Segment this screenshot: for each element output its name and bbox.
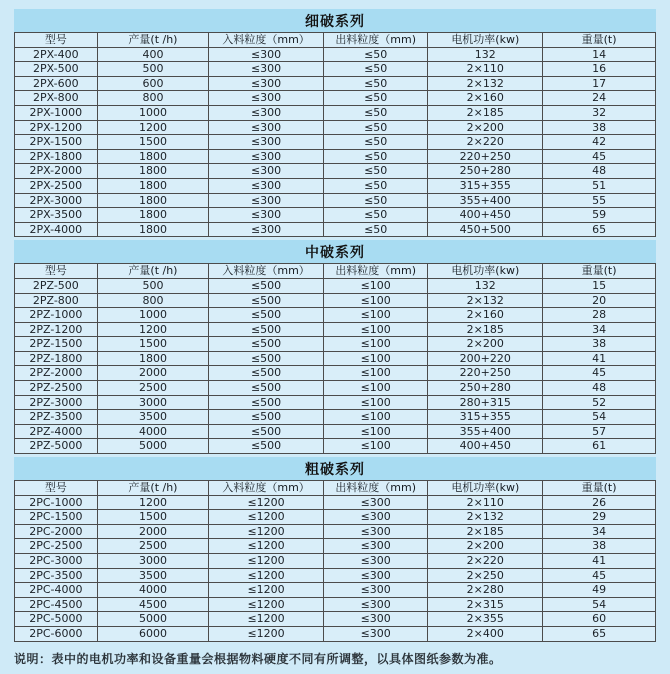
value-cell: 1200 (97, 120, 209, 135)
value-cell: 2×185 (428, 524, 543, 539)
value-cell: ≤500 (209, 410, 324, 425)
spec-table (14, 263, 656, 454)
column-header: 入料粒度（mm） (209, 481, 324, 496)
model-cell: 2PZ-3500 (15, 410, 98, 425)
column-header: 产量(t /h) (97, 481, 209, 496)
value-cell: 2×185 (428, 105, 543, 120)
spec-section (14, 240, 656, 454)
value-cell: ≤500 (209, 308, 324, 323)
table-row (15, 91, 656, 106)
table-row (15, 439, 656, 454)
value-cell: ≤300 (323, 524, 427, 539)
model-cell: 2PC-6000 (15, 626, 98, 641)
value-cell: 800 (97, 293, 209, 308)
value-cell: ≤300 (209, 91, 324, 106)
value-cell: ≤500 (209, 424, 324, 439)
value-cell: ≤50 (323, 178, 427, 193)
value-cell: 1500 (97, 337, 209, 352)
value-cell: 2×132 (428, 76, 543, 91)
value-cell: 2×220 (428, 554, 543, 569)
value-cell: 15 (543, 278, 656, 293)
table-row (15, 410, 656, 425)
value-cell: ≤500 (209, 278, 324, 293)
model-cell: 2PZ-2500 (15, 381, 98, 396)
value-cell: ≤300 (209, 178, 324, 193)
value-cell: ≤300 (209, 105, 324, 120)
value-cell: ≤100 (323, 439, 427, 454)
value-cell: 2×132 (428, 293, 543, 308)
value-cell: 41 (543, 554, 656, 569)
table-row (15, 568, 656, 583)
footnote: 说明：表中的电机功率和设备重量会根据物料硬度不同有所调整，以具体图纸参数为准。 (14, 651, 502, 666)
table-row (15, 308, 656, 323)
value-cell: ≤100 (323, 322, 427, 337)
value-cell: 2×160 (428, 308, 543, 323)
value-cell: ≤300 (209, 193, 324, 208)
value-cell: ≤1200 (209, 539, 324, 554)
value-cell: 3000 (97, 554, 209, 569)
value-cell: ≤500 (209, 439, 324, 454)
value-cell: 61 (543, 439, 656, 454)
table-row (15, 510, 656, 525)
value-cell: 2500 (97, 381, 209, 396)
value-cell: ≤50 (323, 135, 427, 150)
value-cell: 2×200 (428, 337, 543, 352)
model-cell: 2PZ-1500 (15, 337, 98, 352)
value-cell: 400 (97, 47, 209, 62)
value-cell: ≤300 (209, 149, 324, 164)
model-cell: 2PX-600 (15, 76, 98, 91)
value-cell: 57 (543, 424, 656, 439)
table-row (15, 47, 656, 62)
value-cell: ≤300 (209, 208, 324, 223)
value-cell: 65 (543, 222, 656, 237)
value-cell: 49 (543, 583, 656, 598)
value-cell: 24 (543, 91, 656, 106)
value-cell: ≤50 (323, 222, 427, 237)
model-cell: 2PX-4000 (15, 222, 98, 237)
table-row (15, 554, 656, 569)
value-cell: 38 (543, 120, 656, 135)
value-cell: ≤1200 (209, 510, 324, 525)
value-cell: 132 (428, 278, 543, 293)
value-cell: 2×110 (428, 495, 543, 510)
value-cell: 38 (543, 539, 656, 554)
value-cell: ≤50 (323, 149, 427, 164)
value-cell: ≤300 (209, 76, 324, 91)
value-cell: ≤300 (209, 120, 324, 135)
value-cell: ≤300 (323, 539, 427, 554)
value-cell: 132 (428, 47, 543, 62)
table-row (15, 524, 656, 539)
table-row (15, 395, 656, 410)
value-cell: 2×200 (428, 120, 543, 135)
value-cell: ≤1200 (209, 597, 324, 612)
value-cell: ≤300 (323, 583, 427, 598)
value-cell: 52 (543, 395, 656, 410)
value-cell: ≤500 (209, 381, 324, 396)
header-row (15, 481, 656, 496)
value-cell: ≤100 (323, 308, 427, 323)
column-header: 型号 (15, 481, 98, 496)
value-cell: ≤50 (323, 105, 427, 120)
value-cell: 2×200 (428, 539, 543, 554)
value-cell: 1800 (97, 149, 209, 164)
value-cell: ≤50 (323, 164, 427, 179)
column-header: 出料粒度（mm) (323, 33, 427, 48)
value-cell: ≤50 (323, 91, 427, 106)
value-cell: ≤1200 (209, 612, 324, 627)
model-cell: 2PC-3500 (15, 568, 98, 583)
column-header: 重量(t) (543, 481, 656, 496)
model-cell: 2PZ-1800 (15, 351, 98, 366)
model-cell: 2PZ-500 (15, 278, 98, 293)
value-cell: 250+280 (428, 164, 543, 179)
column-header: 重量(t) (543, 33, 656, 48)
table-row (15, 105, 656, 120)
column-header: 电机功率(kw) (428, 481, 543, 496)
value-cell: 4500 (97, 597, 209, 612)
table-row (15, 222, 656, 237)
section-title: 细破系列 (14, 9, 656, 32)
value-cell: 5000 (97, 439, 209, 454)
table-row (15, 351, 656, 366)
value-cell: 45 (543, 366, 656, 381)
spec-section (14, 9, 656, 237)
value-cell: ≤500 (209, 322, 324, 337)
value-cell: 220+250 (428, 149, 543, 164)
table-row (15, 293, 656, 308)
value-cell: 800 (97, 91, 209, 106)
value-cell: 250+280 (428, 381, 543, 396)
table-row (15, 337, 656, 352)
value-cell: 1800 (97, 222, 209, 237)
value-cell: 16 (543, 62, 656, 77)
value-cell: 2×400 (428, 626, 543, 641)
model-cell: 2PC-4000 (15, 583, 98, 598)
table-row (15, 424, 656, 439)
value-cell: 45 (543, 149, 656, 164)
value-cell: ≤300 (323, 495, 427, 510)
value-cell: ≤300 (323, 626, 427, 641)
value-cell: 2×250 (428, 568, 543, 583)
value-cell: 29 (543, 510, 656, 525)
section-title: 粗破系列 (14, 457, 656, 480)
value-cell: ≤300 (209, 47, 324, 62)
value-cell: 355+400 (428, 424, 543, 439)
value-cell: 400+450 (428, 208, 543, 223)
table-row (15, 120, 656, 135)
value-cell: ≤50 (323, 76, 427, 91)
model-cell: 2PC-3000 (15, 554, 98, 569)
table-row (15, 149, 656, 164)
model-cell: 2PC-1500 (15, 510, 98, 525)
column-header: 型号 (15, 33, 98, 48)
model-cell: 2PX-1200 (15, 120, 98, 135)
value-cell: 220+250 (428, 366, 543, 381)
table-row (15, 597, 656, 612)
table-row (15, 322, 656, 337)
value-cell: 42 (543, 135, 656, 150)
value-cell: ≤500 (209, 366, 324, 381)
model-cell: 2PX-2500 (15, 178, 98, 193)
value-cell: 2×280 (428, 583, 543, 598)
value-cell: ≤100 (323, 381, 427, 396)
value-cell: 5000 (97, 612, 209, 627)
value-cell: ≤100 (323, 278, 427, 293)
value-cell: ≤300 (209, 135, 324, 150)
column-header: 电机功率(kw) (428, 33, 543, 48)
value-cell: 1000 (97, 105, 209, 120)
spec-sections (14, 9, 656, 642)
header-row (15, 33, 656, 48)
value-cell: 54 (543, 410, 656, 425)
value-cell: 48 (543, 164, 656, 179)
value-cell: ≤1200 (209, 568, 324, 583)
column-header: 产量(t /h) (97, 33, 209, 48)
column-header: 型号 (15, 264, 98, 279)
table-row (15, 495, 656, 510)
value-cell: 450+500 (428, 222, 543, 237)
value-cell: 2×110 (428, 62, 543, 77)
value-cell: 500 (97, 278, 209, 293)
value-cell: 1800 (97, 164, 209, 179)
value-cell: ≤300 (323, 612, 427, 627)
table-row (15, 178, 656, 193)
value-cell: 4000 (97, 424, 209, 439)
model-cell: 2PZ-3000 (15, 395, 98, 410)
value-cell: 2×132 (428, 510, 543, 525)
value-cell: ≤50 (323, 62, 427, 77)
value-cell: 3500 (97, 568, 209, 583)
table-row (15, 135, 656, 150)
value-cell: 54 (543, 597, 656, 612)
spec-section (14, 457, 656, 642)
value-cell: 3500 (97, 410, 209, 425)
table-row (15, 583, 656, 598)
value-cell: 1800 (97, 178, 209, 193)
value-cell: ≤50 (323, 193, 427, 208)
value-cell: 14 (543, 47, 656, 62)
value-cell: ≤100 (323, 395, 427, 410)
value-cell: 2000 (97, 366, 209, 381)
value-cell: ≤300 (323, 554, 427, 569)
value-cell: 2×185 (428, 322, 543, 337)
value-cell: 355+400 (428, 193, 543, 208)
value-cell: 1200 (97, 322, 209, 337)
column-header: 出料粒度（mm) (323, 264, 427, 279)
value-cell: 2500 (97, 539, 209, 554)
table-row (15, 626, 656, 641)
value-cell: ≤300 (323, 510, 427, 525)
value-cell: 1000 (97, 308, 209, 323)
spec-table (14, 32, 656, 237)
value-cell: ≤100 (323, 293, 427, 308)
value-cell: 6000 (97, 626, 209, 641)
model-cell: 2PC-1000 (15, 495, 98, 510)
model-cell: 2PX-800 (15, 91, 98, 106)
column-header: 电机功率(kw) (428, 264, 543, 279)
table-row (15, 278, 656, 293)
value-cell: 315+355 (428, 178, 543, 193)
column-header: 重量(t) (543, 264, 656, 279)
value-cell: 1800 (97, 351, 209, 366)
value-cell: 2×220 (428, 135, 543, 150)
value-cell: 34 (543, 524, 656, 539)
table-row (15, 539, 656, 554)
value-cell: 28 (543, 308, 656, 323)
model-cell: 2PC-2500 (15, 539, 98, 554)
value-cell: 38 (543, 337, 656, 352)
value-cell: ≤1200 (209, 554, 324, 569)
value-cell: 26 (543, 495, 656, 510)
model-cell: 2PC-2000 (15, 524, 98, 539)
value-cell: 32 (543, 105, 656, 120)
value-cell: 48 (543, 381, 656, 396)
column-header: 入料粒度（mm） (209, 33, 324, 48)
value-cell: ≤300 (323, 568, 427, 583)
model-cell: 2PZ-4000 (15, 424, 98, 439)
value-cell: ≤100 (323, 337, 427, 352)
model-cell: 2PZ-1200 (15, 322, 98, 337)
value-cell: ≤1200 (209, 495, 324, 510)
value-cell: 280+315 (428, 395, 543, 410)
spec-table (14, 480, 656, 642)
model-cell: 2PZ-2000 (15, 366, 98, 381)
value-cell: ≤100 (323, 366, 427, 381)
value-cell: 3000 (97, 395, 209, 410)
value-cell: ≤1200 (209, 524, 324, 539)
value-cell: 1800 (97, 193, 209, 208)
value-cell: ≤300 (209, 222, 324, 237)
value-cell: 500 (97, 62, 209, 77)
model-cell: 2PX-1000 (15, 105, 98, 120)
value-cell: 4000 (97, 583, 209, 598)
value-cell: 2×355 (428, 612, 543, 627)
value-cell: ≤100 (323, 424, 427, 439)
value-cell: 1200 (97, 495, 209, 510)
value-cell: 2000 (97, 524, 209, 539)
table-row (15, 366, 656, 381)
model-cell: 2PX-1500 (15, 135, 98, 150)
value-cell: 2×160 (428, 91, 543, 106)
value-cell: 55 (543, 193, 656, 208)
value-cell: 600 (97, 76, 209, 91)
value-cell: 51 (543, 178, 656, 193)
column-header: 出料粒度（mm) (323, 481, 427, 496)
value-cell: ≤300 (209, 62, 324, 77)
model-cell: 2PX-500 (15, 62, 98, 77)
value-cell: 41 (543, 351, 656, 366)
value-cell: 1500 (97, 510, 209, 525)
value-cell: 1800 (97, 208, 209, 223)
value-cell: 315+355 (428, 410, 543, 425)
model-cell: 2PX-1800 (15, 149, 98, 164)
table-row (15, 76, 656, 91)
value-cell: ≤500 (209, 293, 324, 308)
value-cell: 2×315 (428, 597, 543, 612)
value-cell: 400+450 (428, 439, 543, 454)
value-cell: 65 (543, 626, 656, 641)
model-cell: 2PZ-5000 (15, 439, 98, 454)
model-cell: 2PZ-800 (15, 293, 98, 308)
value-cell: ≤100 (323, 351, 427, 366)
table-row (15, 62, 656, 77)
value-cell: ≤300 (209, 164, 324, 179)
table-row (15, 164, 656, 179)
value-cell: ≤50 (323, 47, 427, 62)
value-cell: 1500 (97, 135, 209, 150)
value-cell: 60 (543, 612, 656, 627)
model-cell: 2PX-2000 (15, 164, 98, 179)
table-row (15, 381, 656, 396)
value-cell: ≤300 (323, 597, 427, 612)
header-row (15, 264, 656, 279)
column-header: 产量(t /h) (97, 264, 209, 279)
value-cell: ≤500 (209, 395, 324, 410)
value-cell: ≤50 (323, 208, 427, 223)
value-cell: 34 (543, 322, 656, 337)
value-cell: 200+220 (428, 351, 543, 366)
value-cell: ≤50 (323, 120, 427, 135)
value-cell: ≤500 (209, 351, 324, 366)
value-cell: ≤100 (323, 410, 427, 425)
value-cell: ≤500 (209, 337, 324, 352)
model-cell: 2PX-3000 (15, 193, 98, 208)
section-title: 中破系列 (14, 240, 656, 263)
model-cell: 2PX-3500 (15, 208, 98, 223)
table-row (15, 193, 656, 208)
value-cell: 17 (543, 76, 656, 91)
value-cell: 20 (543, 293, 656, 308)
model-cell: 2PX-400 (15, 47, 98, 62)
value-cell: ≤1200 (209, 583, 324, 598)
table-row (15, 208, 656, 223)
column-header: 入料粒度（mm） (209, 264, 324, 279)
value-cell: 45 (543, 568, 656, 583)
value-cell: 59 (543, 208, 656, 223)
model-cell: 2PC-5000 (15, 612, 98, 627)
model-cell: 2PZ-1000 (15, 308, 98, 323)
model-cell: 2PC-4500 (15, 597, 98, 612)
table-row (15, 612, 656, 627)
value-cell: ≤1200 (209, 626, 324, 641)
